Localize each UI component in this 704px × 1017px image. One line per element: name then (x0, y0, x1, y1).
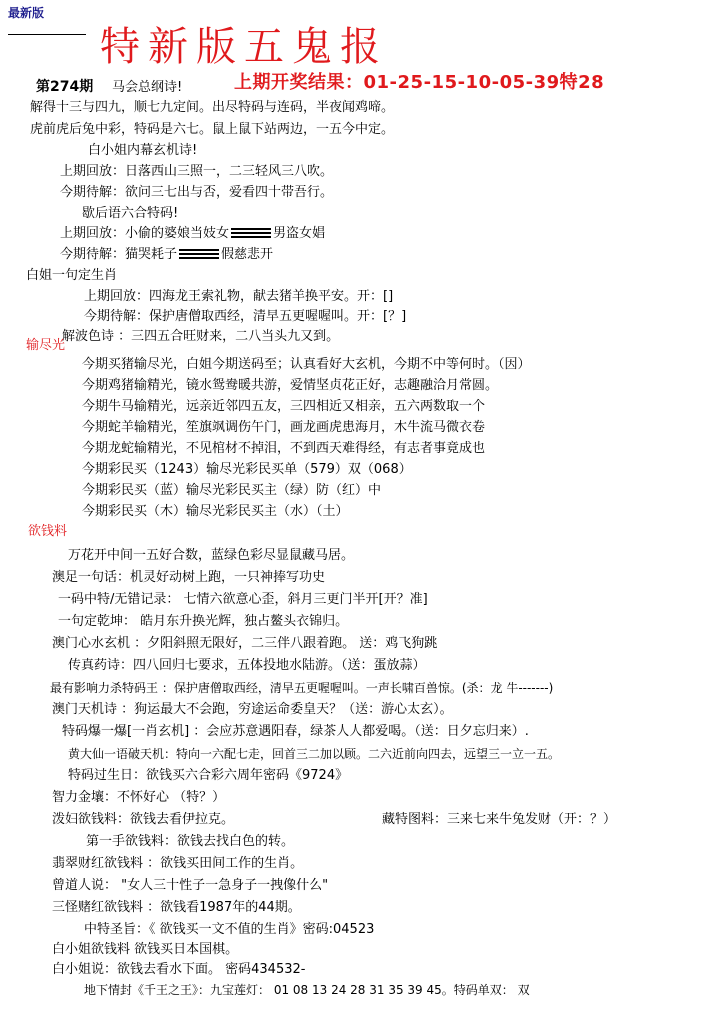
corner-divider (8, 34, 86, 35)
redaction-bars (231, 228, 271, 240)
results-label: 上期开奖结果： (234, 72, 364, 93)
text-line: 澳门心水玄机 ：夕阳斜照无限好，二三伴八跟着跑。 送：鸡飞狗跳 (52, 636, 438, 651)
text-line: 三怪赌红欲钱料 ：欲钱看1987年的44期。 (52, 900, 301, 915)
text-line: 一句定乾坤： 皓月东升换光辉，独占鳌头衣锦归。 (58, 614, 349, 629)
section-heading: 歇后语六合特码! (82, 206, 179, 221)
text-line: 地下情封《千王之王》：九宝莲灯： 01 08 13 24 28 31 35 39 45。特码单双： 双 (84, 983, 530, 997)
text-line (60, 247, 273, 263)
page-title: 特新版五鬼报 (100, 24, 388, 70)
text-line: 藏特图料：三来七来牛兔发财（开：？） (382, 812, 617, 827)
section-heading: 白小姐内幕玄机诗! (88, 143, 198, 158)
text-line: 万花开中间一五好合数，蓝绿色彩尽显鼠藏马居。 (68, 548, 355, 563)
text-line: 今期买猪输尽光，白姐今期送码至；认真看好大玄机，今期不中等何时。（因） (82, 357, 531, 372)
text-line: 今期龙蛇输精光，不见棺材不掉泪，不到西天难得经，有志者事竟成也 (82, 441, 486, 456)
results-value: 01-25-15-10-05-39特28 (363, 72, 605, 93)
text-part: 今期待解：猫哭耗子 (60, 247, 178, 262)
text-line: 解得十三与四九，顺七九定间。出尽特码与连码，半夜闻鸡啼。 (30, 100, 395, 115)
text-part: 假慈悲开 (221, 247, 274, 262)
section-heading: 输尽光 (26, 338, 66, 353)
text-line: 澳门天机诗 ：狗运最大不会跑，穷途运命委皇天？（送：游心太玄）。 (52, 702, 453, 717)
text-line: 今期彩民买（木）输尽光彩民买主（水）（土） (82, 504, 349, 519)
text-line: 虎前虎后兔中彩，特码是六七。鼠上鼠下站两边，一五今中定。 (30, 122, 395, 137)
redaction-bars (179, 249, 219, 261)
corner-label: 最新版 (8, 6, 45, 20)
text-line: 今期待解：保护唐僧取西经，清早五更喔喔叫。开：[？] (84, 309, 407, 324)
results-banner (234, 68, 604, 94)
text-part: 男盗女娼 (273, 226, 326, 241)
text-line: 最有影响力杀特码王 ：保护唐僧取西经，清早五更喔喔叫。一声长啸百兽惊。(杀：龙 牛-------) (50, 681, 554, 695)
section-heading: 欲钱料 (28, 524, 68, 539)
text-line: 翡翠财红欲钱料 ：欲钱买田间工作的生肖。 (52, 856, 304, 871)
issue-poem-heading: 马会总纲诗! (112, 80, 183, 95)
text-line: 上期回放：日落西山三照一，二三轻风三八吹。 (60, 164, 334, 179)
text-line: 今期彩民买（1243）输尽光彩民买单（579）双（068） (82, 462, 412, 477)
text-line: 今期彩民买（蓝）输尽光彩民买主（绿）防（红）中 (82, 483, 382, 498)
text-line: 中特圣旨：《 欲钱买一文不值的生肖》密码:04523 (84, 922, 375, 937)
text-line: 特码过生日：欲钱买六合彩六周年密码《9724》 (68, 768, 349, 783)
text-line: 泼妇欲钱料：欲钱去看伊拉克。 (52, 812, 235, 827)
text-line: 一码中特/无错记录： 七情六欲意心歪，斜月三更门半开[开？准] (58, 592, 428, 607)
section-heading: 白姐一句定生肖 (26, 268, 118, 283)
text-line: 今期鸡猪输精光，镜水鸳鸯暖共游，爱情坚贞花正好，志趣融洽月常圆。 (82, 378, 499, 393)
text-line (60, 226, 325, 242)
text-line: 今期牛马输精光，远亲近邻四五友，三四相近又相亲，五六两数取一个 (82, 399, 486, 414)
text-line: 澳足一句话：机灵好动树上跑，一只神捧写功史 (52, 570, 326, 585)
text-line: 解波色诗 ：三四五合旺财来，二八当头九又到。 (62, 329, 340, 344)
text-line: 智力金壤：不怀好心 （特？） (52, 790, 226, 805)
text-part: 上期回放：小偷的婆娘当妓女 (60, 226, 230, 241)
text-line: 特码爆一爆[一肖玄机] ：会应苏意遇阳春，绿茶人人都爱喝。（送：日夕忘归来）. (62, 724, 529, 739)
issue-number: 第274期 (36, 79, 94, 95)
text-line: 白小姐说：欲钱去看水下面。 密码434532- (52, 962, 306, 977)
text-line: 曾道人说： "女人三十性子一急身子一拽像什么" (52, 878, 329, 893)
text-line: 第一手欲钱料：欲钱去找白色的转。 (86, 834, 295, 849)
text-line: 黄大仙一语破天机：特向一六配七走，回首三二加以顾。二六近前向四去，远望三一立一五。 (68, 747, 561, 761)
text-line: 传真药诗：四八回归七要求，五体投地水陆游。（送：蛋放蒜） (68, 658, 426, 673)
text-line: 白小姐欲钱料 欲钱买日本国棋。 (52, 942, 239, 957)
text-line: 今期待解：欲问三七出与否，爱看四十带吾行。 (60, 185, 334, 200)
text-line: 上期回放：四海龙王索礼物，献去猪羊换平安。开：[] (84, 289, 394, 304)
text-line: 今期蛇羊输精光，笙旗飒调伤午门，画龙画虎患海月，木牛流马微衣卷 (82, 420, 486, 435)
